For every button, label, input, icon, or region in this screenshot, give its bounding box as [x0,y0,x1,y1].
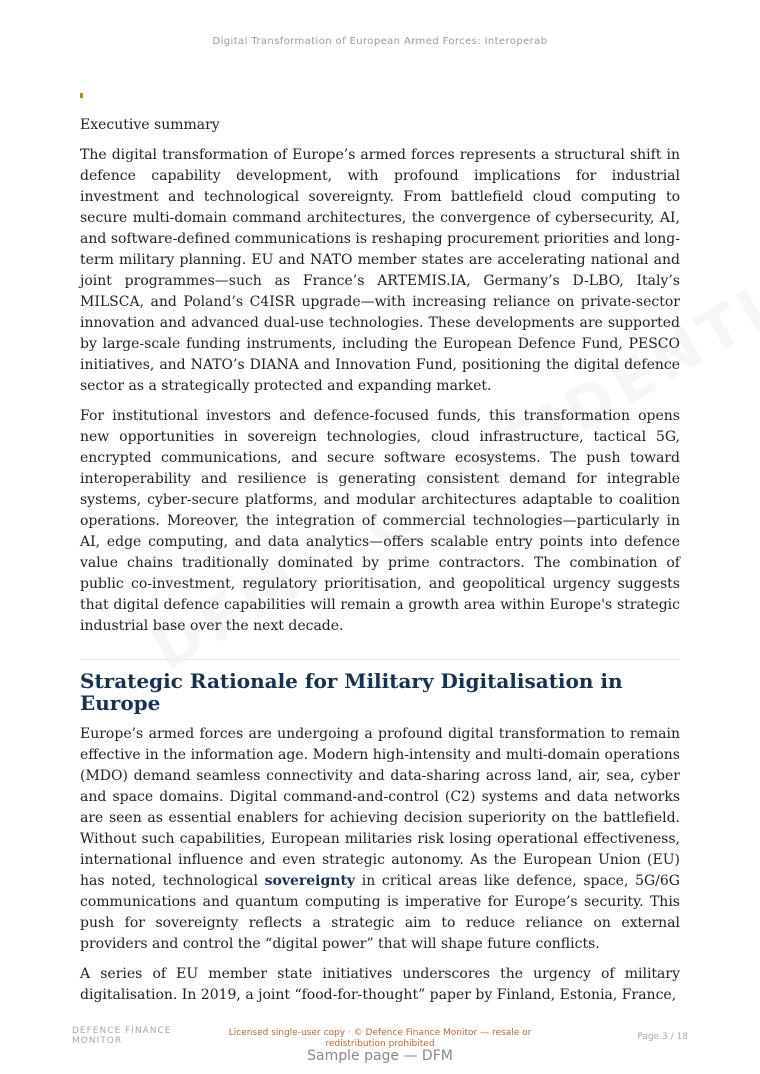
executive-summary-paragraph-2: For institutional investors and defence-focused funds, this transformation opens new opportunities in sovereign technologies, cloud infrastructure, tactical 5G, encrypted communications, and secure software ecosystems. The push toward interoperability and resilience is generating consistent demand for integrable systems, cyber-secure platforms, and modular architectures adaptable to coalition operations. Moreover, the integration of commercial technologies—particularly in AI, edge computing, and data analytics—offers scalable entry points into defence value chains traditionally dominated by prime contractors. The combination of public co-investment, regulatory prioritisation, and geopolitical urgency suggests that digital defence capabilities will remain a growth area within Europe's strategic industrial base over the next decade. [80,408,680,634]
rationale-paragraph-1-end: in critical areas like defence, space, 5G/6G communications and quantum computing is imperative for Europe’s security. This push for sovereignty reflects a strategic aim to reduce reliance on external providers and control the “digital power” that will shape future conflicts. [80,873,680,952]
page-content [80,114,680,1015]
footer-license: Licensed single-user copy · © Defence Finance Monitor — resale or redistribution prohibited [228,1028,532,1049]
running-header: Digital Transformation of European Armed Forces: Interoperab [212,36,548,47]
sample-page-label: Sample page — DFM [307,1048,453,1064]
accent-mark [80,93,83,98]
sovereignty-term: sovereignty [264,873,356,889]
rationale-paragraph-2: A series of EU member state initiatives underscores the urgency of military digitalisation. In 2019, a joint “food-for-thought” paper by Finland, Estonia, France, [80,966,680,1003]
executive-summary-label: Executive summary [80,117,220,133]
page-number: Page 3 / 18 [637,1032,688,1042]
executive-summary-paragraph-1: The digital transformation of Europe’s armed forces represents a structural shift in defence capability development, with profound implications for industrial investment and technological sovereignty. From battlefield cloud computing to secure multi-domain command architectures, the convergence of cybersecurity, AI, and software-defined communications is reshaping procurement priorities and long-term military planning. EU and NATO member states are accelerating national and joint programmes—such as France’s ARTEMIS.IA, Germany’s D-LBO, Italy’s MILSCA, and Poland’s C4ISR upgrade—with increasing reliance on private-sector innovation and advanced dual-use technologies. These developments are supported by large-scale funding instruments, including the European Defence Fund, PESCO initiatives, and NATO’s DIANA and Innovation Fund, positioning the digital defence sector as a strategically protected and expanding market. [80,147,680,394]
footer-brand: DEFENCE FINANCE MONITOR [72,1026,172,1046]
section-divider [80,659,680,660]
rationale-paragraph-1 [80,724,680,955]
page-footer [72,1026,688,1050]
rationale-paragraph-1-start: Europe’s armed forces are undergoing a profound digital transformation to remain effective in the information age. Modern high-intensity and multi-domain operations (MDO) demand seamless connectivity and data-sharing across land, air, sea, cyber and space domains. Digital command-and-control (C2) systems and data networks are seen as essential enablers for achieving decision superiority on the battlefield. Without such capabilities, European militaries risk losing operational effectiveness, international influence and even strategic autonomy. As the European Union (EU) has noted, technological [80,726,680,889]
section-title: Strategic Rationale for Military Digitalisation in Europe [80,669,623,715]
